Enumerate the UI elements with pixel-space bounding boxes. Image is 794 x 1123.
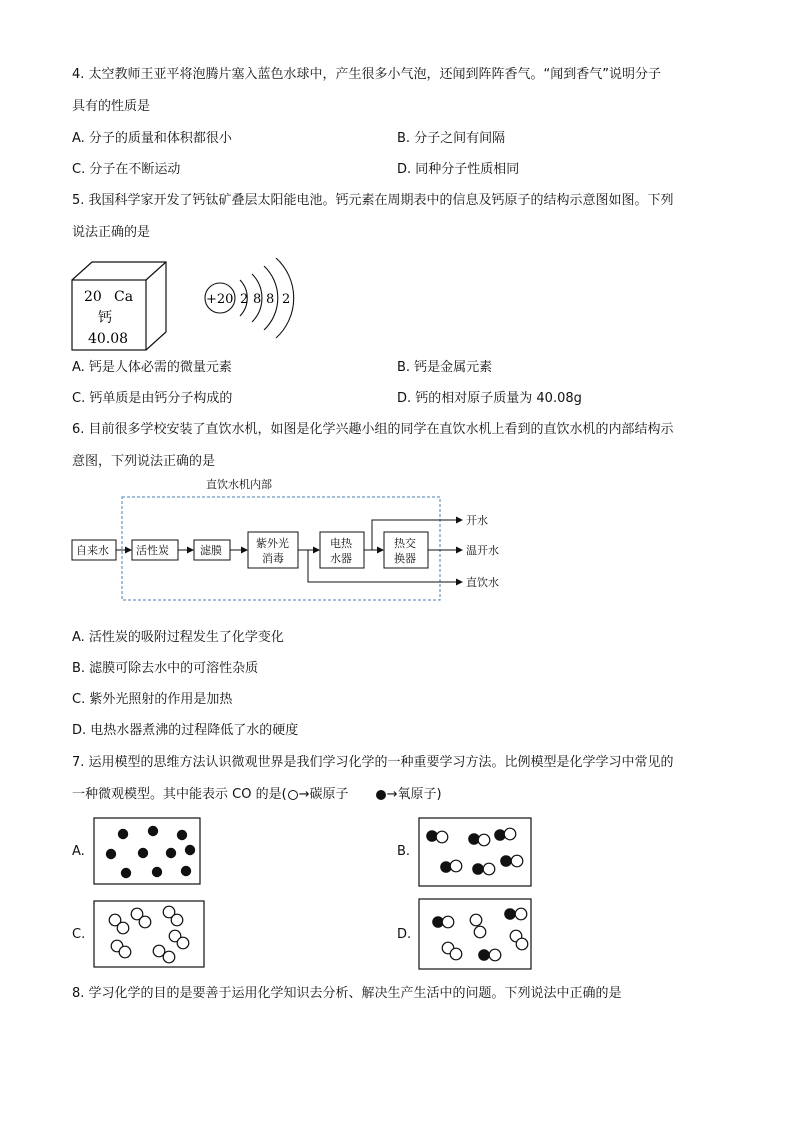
shell-3-count: 8 (266, 292, 275, 307)
q7-label-c: C. (72, 927, 86, 942)
diagram-step-heater-2: 水器 (330, 552, 352, 565)
legend-oxygen-text: →氧原子) (386, 787, 442, 802)
element-name: 钙 (98, 310, 112, 326)
q4-stem-line2: 具有的性质是 (72, 99, 151, 114)
diagram-step-exchanger-1: 热交 (394, 537, 416, 550)
calcium-figure (70, 258, 310, 356)
output-boiling-water: 开水 (466, 514, 488, 527)
oxygen-atom-legend-icon (376, 790, 386, 800)
shell-2-count: 8 (253, 292, 262, 307)
model-box-d (418, 898, 532, 970)
q5-stem-line2: 说法正确的是 (72, 225, 151, 240)
element-atomic-number: 20 (84, 289, 102, 305)
q5-stem-line1: 5. 我国科学家开发了钙钛矿叠层太阳能电池。钙元素在周期表中的信息及钙原子的结构示意图如图。下列 (72, 193, 674, 208)
q5-option-b: B. 钙是金属元素 (397, 360, 493, 375)
diagram-input: 自来水 (76, 544, 109, 557)
diagram-step-uv-1: 紫外光 (256, 537, 289, 550)
q7-label-a: A. (72, 844, 85, 859)
nucleus-charge: +20 (206, 292, 234, 307)
diagram-step-heater-1: 电热 (330, 537, 352, 550)
q7-label-d: D. (397, 927, 412, 942)
q4-stem-line1: 4. 太空教师王亚平将泡腾片塞入蓝色水球中，产生很多小气泡，还闻到阵阵香气。“闻到香气”说明分子 (72, 67, 662, 82)
carbon-atom-legend-icon (288, 790, 298, 800)
q5-option-d: D. 钙的相对原子质量为 40.08g (397, 391, 582, 406)
water-dispenser-diagram (70, 476, 510, 604)
model-box-a (93, 817, 201, 885)
q4-option-b: B. 分子之间有间隔 (397, 131, 506, 146)
q6-option-a: A. 活性炭的吸附过程发生了化学变化 (72, 630, 284, 645)
shell-4-count: 2 (282, 292, 291, 307)
output-drinking-water: 直饮水 (466, 576, 499, 589)
q5-option-a: A. 钙是人体必需的微量元素 (72, 360, 232, 375)
diagram-step-carbon: 活性炭 (136, 544, 169, 557)
q4-option-a: A. 分子的质量和体积都很小 (72, 131, 232, 146)
q6-stem-line1: 6. 目前很多学校安装了直饮水机，如图是化学兴趣小组的同学在直饮水机上看到的直饮水机的内部结构示 (72, 422, 674, 437)
q7-stem-line2-text: 一种微观模型。其中能表示 CO 的是( (72, 787, 287, 802)
element-mass: 40.08 (88, 331, 129, 347)
q6-option-d: D. 电热水器煮沸的过程降低了水的硬度 (72, 723, 299, 738)
q7-stem-line1: 7. 运用模型的思维方法认识微观世界是我们学习化学的一种重要学习方法。比例模型是化学学习中常见的 (72, 755, 674, 770)
diagram-step-membrane: 滤膜 (200, 544, 222, 557)
q6-option-c: C. 紫外光照射的作用是加热 (72, 692, 233, 707)
q7-stem-line2 (72, 786, 442, 804)
diagram-step-uv-2: 消毒 (262, 552, 284, 565)
q5-option-c: C. 钙单质是由钙分子构成的 (72, 391, 233, 406)
model-box-b (418, 817, 532, 887)
q6-option-b: B. 滤膜可除去水中的可溶性杂质 (72, 661, 259, 676)
diagram-title: 直饮水机内部 (206, 478, 272, 491)
q4-option-c: C. 分子在不断运动 (72, 162, 181, 177)
shell-1-count: 2 (240, 292, 249, 307)
q6-stem-line2: 意图，下列说法正确的是 (72, 454, 216, 469)
element-symbol: Ca (114, 289, 134, 305)
q8-stem-line1: 8. 学习化学的目的是要善于运用化学知识去分析、解决生产生活中的问题。下列说法中正确的是 (72, 986, 622, 1001)
legend-carbon-text: →碳原子 (298, 787, 349, 802)
output-warm-water: 温开水 (466, 544, 499, 557)
q4-option-d: D. 同种分子性质相同 (397, 162, 520, 177)
model-box-c (93, 900, 205, 968)
diagram-step-exchanger-2: 换器 (394, 552, 416, 565)
q7-label-b: B. (397, 844, 411, 859)
